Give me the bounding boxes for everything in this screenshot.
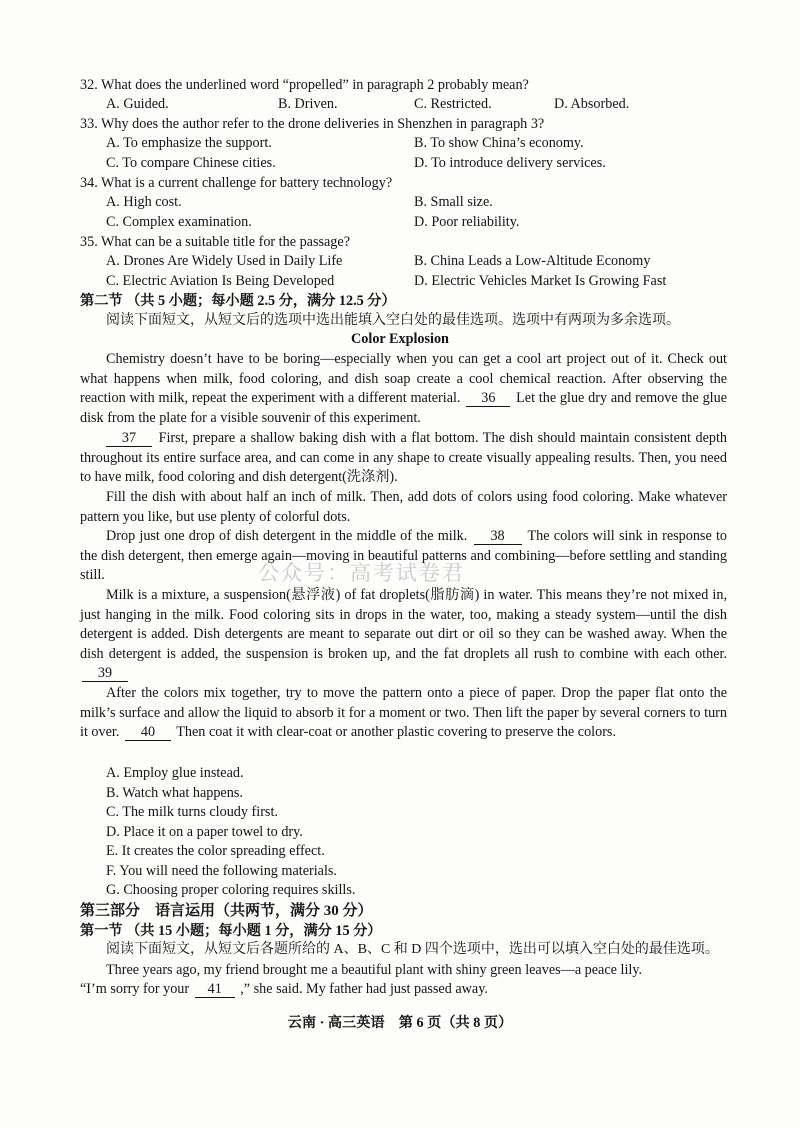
option-a: A. Employ glue instead. xyxy=(106,765,244,781)
option-d: D. Place it on a paper towel to dry. xyxy=(106,824,303,840)
watermark-text: 公众号：高考试卷君 xyxy=(258,561,465,585)
part3-line-2 xyxy=(80,980,488,998)
q33-option-c: C. To compare Chinese cities. xyxy=(106,155,276,171)
q32-option-a: A. Guided. xyxy=(106,96,169,112)
blank-40: 40 xyxy=(125,725,171,741)
paragraph-6-text-b: Then coat it with clear-coat or another plastic covering to preserve the colors. xyxy=(176,724,616,741)
option-c: C. The milk turns cloudy first. xyxy=(106,804,278,820)
blank-37: 37 xyxy=(106,431,152,447)
part3-line-1: Three years ago, my friend brought me a beautiful plant with shiny green leaves—a peace lily. xyxy=(106,962,643,978)
q35-option-b: B. China Leads a Low-Altitude Economy xyxy=(414,253,651,269)
option-b: B. Watch what happens. xyxy=(106,785,243,801)
blank-36: 36 xyxy=(466,391,510,407)
page-footer: 云南 · 高三英语 第 6 页（共 8 页） xyxy=(287,1015,513,1031)
paragraph-1 xyxy=(80,350,727,428)
section2-header: 第二节 （共 5 小题；每小题 2.5 分，满分 12.5 分） xyxy=(80,293,396,309)
paragraph-1-text-b: Let the glue dry and remove the glue disk from the plate for a visible souvenir of this experiment. xyxy=(80,390,728,426)
paragraph-6-text-a: After the colors mix together, try to move the pattern onto a piece of paper. Drop the paper flat onto the milk’s surface and allow the liquid to absorb it for a moment or two. Then lift the paper by several corners to turn it over. xyxy=(80,685,727,741)
paragraph-4-text-a: Drop just one drop of dish detergent in the middle of the milk. xyxy=(106,528,468,544)
q32-option-c: C. Restricted. xyxy=(414,96,492,112)
q35-option-a: A. Drones Are Widely Used in Daily Life xyxy=(106,253,343,269)
q35-stem: 35. What can be a suitable title for the passage? xyxy=(80,234,350,250)
part3-instruction: 阅读下面短文，从短文后各题所给的 A、B、C 和 D 四个选项中，选出可以填入空白处的最佳选项。 xyxy=(106,942,719,957)
paragraph-5-text: Milk is a mixture, a suspension(悬浮液) of fat droplets(脂肪滴) in water. This means they’re not mixed in, just hanging in the milk. Food coloring sits in drops in the water, too, making a steady system—until the dish detergent is added. Dish detergents are meant to separate out dirt or oil so they can be washed away. When the dish detergent is added, the suspension is broken up, and the fat droplets all rush to combine with each other. xyxy=(80,587,727,662)
q33-option-d: D. To introduce delivery services. xyxy=(414,155,606,171)
option-g: G. Choosing proper coloring requires skills. xyxy=(106,882,356,898)
q32-option-b: B. Driven. xyxy=(278,96,338,112)
q33-option-b: B. To show China’s economy. xyxy=(414,135,584,151)
blank-39: 39 xyxy=(82,666,128,682)
blank-38: 38 xyxy=(474,529,522,545)
q34-option-c: C. Complex examination. xyxy=(106,214,252,230)
q34-option-b: B. Small size. xyxy=(414,194,493,210)
q32-option-d: D. Absorbed. xyxy=(554,96,630,112)
part3-section1-header: 第一节 （共 15 小题；每小题 1 分，满分 15 分） xyxy=(80,923,382,939)
option-f: F. You will need the following materials. xyxy=(106,863,337,879)
part3-line-2-text-b: ,” she said. My father had just passed away. xyxy=(240,981,488,997)
q34-stem: 34. What is a current challenge for battery technology? xyxy=(80,175,393,191)
section2-instruction: 阅读下面短文，从短文后的选项中选出能填入空白处的最佳选项。选项中有两项为多余选项。 xyxy=(106,313,680,328)
paragraph-3: Fill the dish with about half an inch of milk. Then, add dots of colors using food coloring. Make whatever pattern you like, but use plenty of colorful dots. xyxy=(80,489,727,525)
blank-41: 41 xyxy=(195,982,235,998)
paragraph-2-text: First, prepare a shallow baking dish with a flat bottom. The dish should maintain consistent depth throughout its entire surface area, and can come in any shape to create visually appealing results. Then, you need to have milk, food coloring and dish detergent(洗涤剂). xyxy=(80,430,727,486)
paragraph-4-text-b: The colors will sink in response to the dish detergent, then emerge again—moving in beautiful patterns and combining—before settling and standing still. xyxy=(80,528,727,584)
q34-option-d: D. Poor reliability. xyxy=(414,214,520,230)
passage-title: Color Explosion xyxy=(351,331,449,347)
part3-line-2-text-a: “I’m sorry for your xyxy=(80,981,190,997)
q35-option-d: D. Electric Vehicles Market Is Growing Fast xyxy=(414,273,667,289)
q35-option-c: C. Electric Aviation Is Being Developed xyxy=(106,273,335,289)
part3-header: 第三部分 语言运用（共两节，满分 30 分） xyxy=(80,903,373,919)
option-e: E. It creates the color spreading effect. xyxy=(106,843,325,859)
paragraph-5 xyxy=(80,586,727,684)
q33-option-a: A. To emphasize the support. xyxy=(106,135,272,151)
paragraph-6 xyxy=(80,684,727,743)
q34-option-a: A. High cost. xyxy=(106,194,182,210)
q33-stem: 33. Why does the author refer to the drone deliveries in Shenzhen in paragraph 3? xyxy=(80,116,545,132)
paragraph-1-text-a: Chemistry doesn’t have to be boring—especially when you can get a cool art project out of it. Check out what happens when milk, food coloring, and dish soap create a cool chemical reaction. After observing the reaction with milk, repeat the experiment with a different material. xyxy=(80,351,727,407)
q32-stem: 32. What does the underlined word “propelled” in paragraph 2 probably mean? xyxy=(80,77,529,93)
paragraph-2 xyxy=(80,429,727,488)
